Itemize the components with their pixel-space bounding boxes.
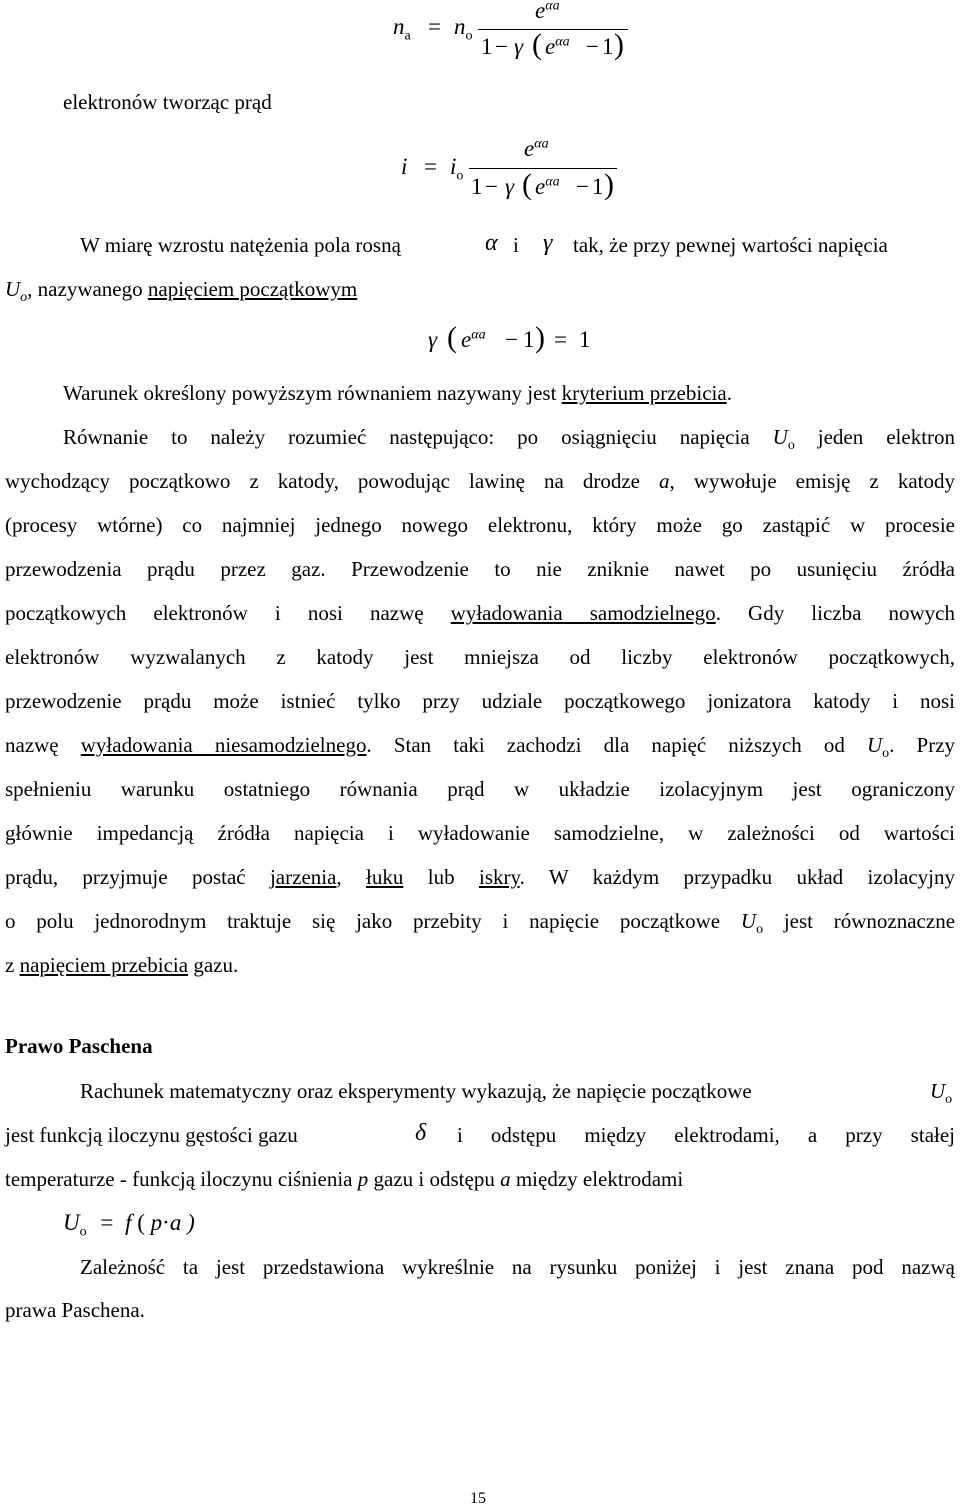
eq4-dot: · bbox=[162, 1210, 170, 1235]
eq1-equals: = bbox=[428, 14, 441, 39]
eq2-den-one2: 1 bbox=[592, 174, 604, 199]
eq1-den-lparen: ( bbox=[532, 28, 542, 61]
rownanie-l13a: z bbox=[5, 953, 15, 977]
eq1-fraction-bar bbox=[478, 29, 628, 30]
eq3-sup: αa bbox=[471, 327, 486, 343]
rownanie-l8a: nazwę bbox=[5, 733, 59, 757]
text-elektronow: elektronów tworząc prąd bbox=[63, 90, 272, 114]
eq4-a: a bbox=[169, 1210, 182, 1235]
rownanie-l5a: początkowych elektronów i nosi nazwę bbox=[5, 601, 424, 625]
paschen-l2a: jest funkcją iloczynu gęstości gazu bbox=[5, 1123, 298, 1147]
eq3-equals: = bbox=[554, 327, 567, 352]
eq1-den-sup: αa bbox=[555, 34, 570, 50]
eq3-gamma: γ bbox=[428, 327, 438, 352]
wzrost-U: U bbox=[5, 277, 21, 301]
eq1-lhs: n bbox=[393, 14, 405, 39]
eq1-lhs-sub: a bbox=[404, 28, 411, 44]
eq4-rparen: ) bbox=[187, 1210, 195, 1235]
rownanie-line-9: spełnieniu warunku ostatniego równania prąd w układzie izolacyjnym jest ograniczony bbox=[5, 777, 955, 801]
delta-symbol: δ bbox=[415, 1120, 427, 1146]
rownanie-l12a: o polu jednorodnym traktuje się jako przebity i napięcie początkowe bbox=[5, 909, 721, 933]
eq1-den-rparen: ) bbox=[614, 28, 624, 61]
eq1-den-one2: 1 bbox=[602, 34, 614, 59]
eq2-den-rparen: ) bbox=[604, 168, 614, 201]
rownanie-l8b: . Stan taki zachodzi dla napięć niższych od bbox=[366, 733, 845, 757]
eq2-den-minus: − bbox=[485, 174, 498, 199]
link-kryterium-przebicia[interactable]: kryterium przebicia bbox=[561, 381, 727, 405]
rownanie-line-7: przewodzenie prądu może istnieć tylko przy udziale początkowego jonizatora katody i nosi bbox=[5, 689, 955, 713]
eq2-num-e: e bbox=[524, 136, 535, 161]
rownanie-l11-comma: , bbox=[336, 865, 342, 889]
eq4-f: f bbox=[125, 1210, 132, 1235]
eq1-den-e: e bbox=[545, 34, 556, 59]
eq2-den-sup: αa bbox=[545, 174, 560, 190]
rownanie-line-12 bbox=[5, 909, 955, 938]
eq3-lparen: ( bbox=[447, 321, 457, 354]
eq2-den-minus2: − bbox=[576, 174, 589, 199]
eq2-rhs: i bbox=[450, 154, 457, 179]
rownanie-l12-sub: o bbox=[756, 922, 764, 938]
paschen-l3b: gazu i odstępu bbox=[373, 1167, 495, 1191]
eq4-equals: = bbox=[100, 1210, 114, 1235]
rownanie-line-13 bbox=[5, 953, 238, 978]
eq1-den-gamma: γ bbox=[514, 34, 524, 59]
section-heading: Prawo Paschena bbox=[5, 1034, 153, 1058]
eq1-den-minus2: − bbox=[586, 34, 599, 59]
link-luku[interactable]: łuku bbox=[366, 865, 404, 889]
rownanie-l11a: prądu, przyjmuje postać bbox=[5, 865, 246, 889]
eq1-rhs: n bbox=[454, 14, 466, 39]
link-iskry[interactable]: iskry bbox=[478, 865, 520, 889]
eq1-num-sup: αa bbox=[545, 0, 560, 14]
eq4-sub: o bbox=[79, 1224, 87, 1240]
link-napieciem-poczatkowym[interactable]: napięciem początkowym bbox=[147, 277, 358, 301]
rownanie-l1a: Równanie to należy rozumieć następująco: po osiągnięciu napięcia bbox=[63, 425, 750, 449]
rownanie-line-3: (procesy wtórne) co najmniej jednego nowego elektronu, który może go zastąpić w procesie bbox=[5, 513, 955, 537]
gamma-symbol: γ bbox=[543, 230, 553, 256]
rownanie-line-8 bbox=[5, 733, 955, 762]
eq2-den-e: e bbox=[535, 174, 546, 199]
zaleznosc-line-1: Zależność ta jest przedstawiona wykreślnie na rysunku poniżej i jest znana pod nazwą bbox=[80, 1255, 955, 1279]
rownanie-l5b: . Gdy liczba nowych bbox=[715, 601, 955, 625]
alpha-symbol: α bbox=[485, 230, 498, 256]
equation-paschen bbox=[63, 1210, 195, 1241]
eq1-rhs-sub: o bbox=[465, 28, 473, 44]
rownanie-line-1 bbox=[63, 425, 955, 454]
wzrost-i: i bbox=[513, 233, 519, 257]
paschen-l1-Uo bbox=[930, 1079, 952, 1108]
eq2-num-sup: αa bbox=[534, 136, 549, 152]
eq1-den-one: 1 bbox=[481, 34, 493, 59]
paragraph-warunek bbox=[63, 381, 732, 406]
rownanie-line-6: elektronów wyzwalanych z katody jest mniejsza od liczby elektronów początkowych, bbox=[5, 645, 955, 669]
rownanie-l12-U: U bbox=[740, 909, 757, 933]
warunek-dot: . bbox=[726, 381, 732, 405]
eq1-num-e: e bbox=[535, 0, 546, 23]
eq4-lparen: ( bbox=[137, 1210, 145, 1235]
paschen-l1-U: U bbox=[930, 1079, 946, 1103]
rownanie-l11-lub: lub bbox=[427, 865, 455, 889]
paschen-l1a: Rachunek matematyczny oraz eksperymenty wykazują, że napięcie początkowe bbox=[80, 1079, 752, 1103]
rownanie-l2a: wychodzący początkowo z katody, powodując lawinę na drodze bbox=[5, 469, 641, 493]
wzrost-part2: tak, że przy pewnej wartości napięcia bbox=[573, 233, 888, 257]
wzrost-U-sub: o bbox=[20, 290, 28, 306]
rownanie-l11b: . W każdym przypadku układ izolacyjny bbox=[519, 865, 956, 889]
rownanie-line-11 bbox=[5, 865, 955, 890]
page-number: 15 bbox=[470, 1490, 486, 1507]
rownanie-line-5 bbox=[5, 601, 955, 626]
paschen-l3-p: p bbox=[357, 1167, 369, 1191]
paschen-l3-a: a bbox=[500, 1167, 511, 1191]
link-wyladowania-samodzielnego[interactable]: wyładowania samodzielnego bbox=[450, 601, 716, 625]
zaleznosc-line-2: prawa Paschena. bbox=[5, 1298, 145, 1322]
rownanie-l8-U: U bbox=[867, 733, 883, 757]
wzrost-part3: , nazywanego bbox=[27, 277, 143, 301]
eq3-minus: − bbox=[505, 327, 518, 352]
link-napieciem-przebicia[interactable]: napięciem przebicia bbox=[19, 953, 189, 977]
rownanie-l1-U: U bbox=[772, 425, 788, 449]
eq3-one: 1 bbox=[523, 327, 535, 352]
wzrost-part1: W miarę wzrostu natężenia pola rosną bbox=[80, 233, 401, 257]
eq3-rhs: 1 bbox=[579, 327, 591, 352]
eq2-lhs: i bbox=[401, 154, 408, 179]
eq2-equals: = bbox=[424, 154, 437, 179]
eq2-den-gamma: γ bbox=[505, 174, 515, 199]
paschen-line-1 bbox=[80, 1079, 752, 1104]
rownanie-line-4: przewodzenia prądu przez gaz. Przewodzenie to nie zniknie nawet po usunięciu źródła bbox=[5, 557, 955, 581]
paschen-l2b: i odstępu między elektrodami, a przy stałej bbox=[457, 1123, 955, 1147]
eq3-rparen: ) bbox=[535, 321, 545, 354]
eq2-den-lparen: ( bbox=[522, 168, 532, 201]
warunek-text: Warunek określony powyższym równaniem nazywany jest bbox=[63, 381, 557, 405]
eq2-fraction-bar bbox=[469, 168, 617, 169]
eq2-rhs-sub: o bbox=[456, 168, 464, 184]
rownanie-l8c: . Przy bbox=[889, 733, 956, 757]
paschen-l3a: temperaturze - funkcją iloczynu ciśnienia bbox=[5, 1167, 353, 1191]
eq2-den-one: 1 bbox=[471, 174, 483, 199]
rownanie-line-2 bbox=[5, 469, 955, 494]
eq4-p: p bbox=[150, 1210, 163, 1235]
rownanie-l12b: jest równoznaczne bbox=[783, 909, 956, 933]
paschen-l1-sub: o bbox=[945, 1092, 953, 1108]
rownanie-l8-sub: o bbox=[882, 746, 890, 762]
eq1-den-minus: − bbox=[495, 34, 508, 59]
rownanie-l1-sub: o bbox=[787, 438, 795, 454]
link-jarzenia[interactable]: jarzenia bbox=[269, 865, 337, 889]
rownanie-l1b: jeden elektron bbox=[817, 425, 956, 449]
rownanie-l2b: , wywołuje emisję z katody bbox=[669, 469, 955, 493]
eq4-U: U bbox=[63, 1210, 80, 1235]
rownanie-line-10: głównie impedancją źródła napięcia i wyładowanie samodzielne, w zależności od wartości bbox=[5, 821, 955, 845]
paschen-line-3 bbox=[5, 1167, 683, 1192]
rownanie-l2-a: a bbox=[659, 469, 670, 493]
paschen-l3c: między elektrodami bbox=[515, 1167, 684, 1191]
link-wyladowania-niesamodzielnego[interactable]: wyładowania niesamodzielnego bbox=[80, 733, 367, 757]
rownanie-l13b: gazu. bbox=[193, 953, 239, 977]
eq3-e: e bbox=[461, 327, 472, 352]
